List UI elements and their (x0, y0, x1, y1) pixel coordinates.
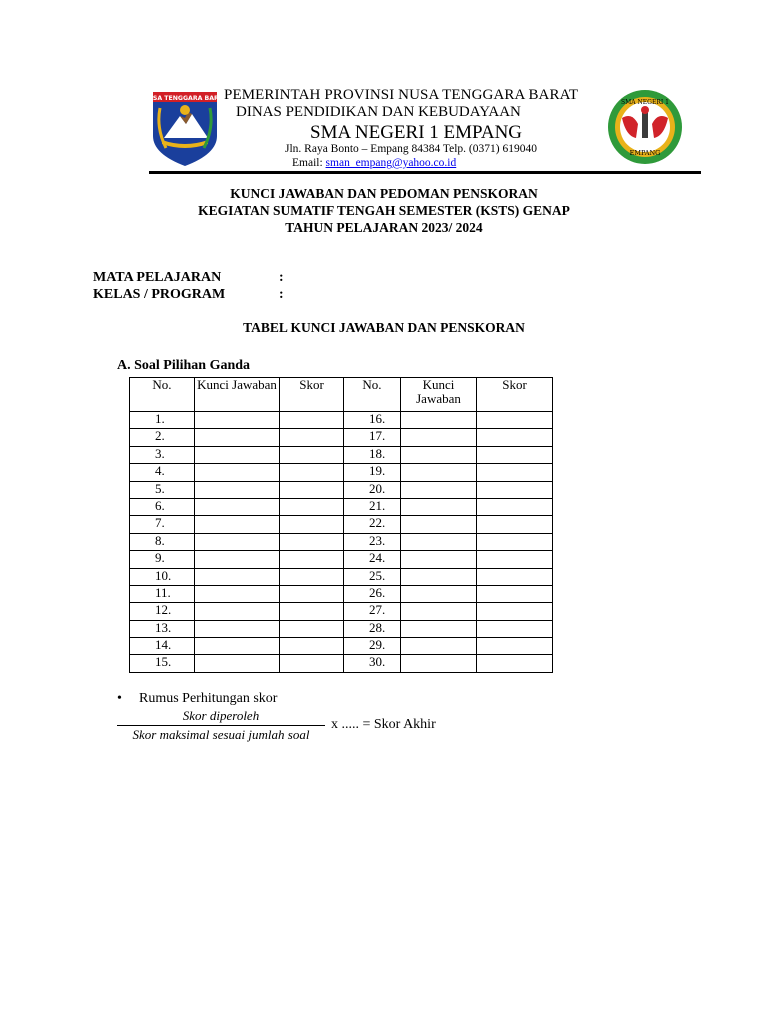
table-row (130, 481, 553, 498)
answer-key-cell[interactable] (195, 568, 280, 585)
score-cell[interactable] (280, 498, 344, 515)
answer-key-cell-2[interactable] (401, 585, 477, 602)
answer-key-table (129, 377, 553, 673)
school-logo (606, 88, 684, 166)
score-cell-2[interactable] (477, 620, 553, 637)
answer-key-cell[interactable] (195, 638, 280, 655)
score-cell[interactable] (280, 516, 344, 533)
document-title-3: TAHUN PELAJARAN 2023/ 2024 (285, 220, 483, 235)
bullet-icon: • (117, 691, 122, 706)
school-logo-bottom-text: EMPANG (629, 149, 661, 157)
school-logo-top-text: SMA NEGERI 1 (621, 99, 669, 106)
answer-key-cell[interactable] (195, 464, 280, 481)
answer-key-cell-2[interactable] (401, 412, 477, 429)
email-link[interactable]: sman_empang@yahoo.co.id (325, 157, 457, 169)
header-score-2: Skor (477, 378, 553, 412)
formula-label: Rumus Perhitungan skor (139, 691, 278, 706)
letterhead-government: PEMERINTAH PROVINSI NUSA TENGGARA BARAT (224, 87, 579, 103)
score-cell-2[interactable] (477, 516, 553, 533)
row-number: 11. (130, 585, 195, 602)
answer-key-cell[interactable] (195, 620, 280, 637)
row-number: 5. (130, 481, 195, 498)
row-number-2: 23. (344, 533, 401, 550)
header-no: No. (130, 378, 195, 412)
formula-denominator: Skor maksimal sesuai jumlah soal (132, 727, 310, 742)
table-row (130, 603, 553, 620)
table-row (130, 638, 553, 655)
score-cell-2[interactable] (477, 429, 553, 446)
table-row (130, 446, 553, 463)
header-no-2: No. (344, 378, 401, 412)
score-cell-2[interactable] (477, 464, 553, 481)
document-title-1: KUNCI JAWABAN DAN PEDOMAN PENSKORAN (230, 186, 538, 201)
table-row (130, 585, 553, 602)
header-score: Skor (280, 378, 344, 412)
row-number: 2. (130, 429, 195, 446)
row-number: 6. (130, 498, 195, 515)
answer-key-cell[interactable] (195, 446, 280, 463)
row-number: 15. (130, 655, 195, 672)
table-title: TABEL KUNCI JAWABAN DAN PENSKORAN (243, 320, 525, 335)
row-number-2: 19. (344, 464, 401, 481)
row-number: 14. (130, 638, 195, 655)
answer-key-cell[interactable] (195, 585, 280, 602)
row-number-2: 25. (344, 568, 401, 585)
score-cell-2[interactable] (477, 533, 553, 550)
table-row (130, 568, 553, 585)
table-row (130, 620, 553, 637)
answer-key-cell-2[interactable] (401, 551, 477, 568)
score-cell-2[interactable] (477, 568, 553, 585)
score-cell[interactable] (280, 412, 344, 429)
answer-key-cell[interactable] (195, 516, 280, 533)
answer-key-cell-2[interactable] (401, 446, 477, 463)
formula-numerator: Skor diperoleh (182, 708, 260, 723)
answer-key-cell-2[interactable] (401, 429, 477, 446)
formula-result: x ..... = Skor Akhir (331, 717, 436, 732)
answer-key-cell-2[interactable] (401, 568, 477, 585)
score-cell[interactable] (280, 655, 344, 672)
score-cell[interactable] (280, 446, 344, 463)
field-subject (93, 270, 284, 286)
row-number-2: 20. (344, 481, 401, 498)
row-number-2: 24. (344, 551, 401, 568)
answer-key-cell-2[interactable] (401, 464, 477, 481)
header-answer-key: Kunci Jawaban (195, 378, 280, 412)
answer-key-cell[interactable] (195, 551, 280, 568)
field-class (93, 287, 284, 303)
score-cell[interactable] (280, 481, 344, 498)
row-number: 1. (130, 412, 195, 429)
row-number-2: 16. (344, 412, 401, 429)
answer-key-cell-2[interactable] (401, 620, 477, 637)
answer-key-cell-2[interactable] (401, 603, 477, 620)
field-subject-label: MATA PELAJARAN (93, 270, 222, 285)
ntb-logo-banner-text: NUSA TENGGARA BARAT (142, 95, 228, 102)
answer-key-cell[interactable] (195, 429, 280, 446)
field-class-colon: : (279, 287, 284, 302)
answer-key-cell-2[interactable] (401, 516, 477, 533)
row-number-2: 22. (344, 516, 401, 533)
answer-key-cell[interactable] (195, 533, 280, 550)
table-row (130, 655, 553, 672)
score-cell[interactable] (280, 603, 344, 620)
score-cell-2[interactable] (477, 446, 553, 463)
field-subject-colon: : (279, 270, 284, 285)
score-cell[interactable] (280, 638, 344, 655)
answer-key-cell-2[interactable] (401, 498, 477, 515)
section-multiple-choice: A. Soal Pilihan Ganda (117, 358, 251, 373)
header-answer-key-2: Kunci Jawaban (401, 378, 477, 412)
answer-key-cell[interactable] (195, 603, 280, 620)
answer-key-cell[interactable] (195, 412, 280, 429)
table-row (130, 498, 553, 515)
document-title-2: KEGIATAN SUMATIF TENGAH SEMESTER (KSTS) GENAP (198, 203, 570, 218)
letterhead-school-name: SMA NEGERI 1 EMPANG (310, 122, 523, 143)
score-cell-2[interactable] (477, 603, 553, 620)
answer-key-cell-2[interactable] (401, 533, 477, 550)
row-number-2: 26. (344, 585, 401, 602)
score-cell-2[interactable] (477, 551, 553, 568)
score-cell[interactable] (280, 429, 344, 446)
row-number: 8. (130, 533, 195, 550)
table-row (130, 516, 553, 533)
row-number-2: 30. (344, 655, 401, 672)
fraction-line (117, 725, 325, 726)
letterhead-divider (149, 171, 701, 174)
score-cell-2[interactable] (477, 655, 553, 672)
answer-key-cell[interactable] (195, 655, 280, 672)
row-number: 10. (130, 568, 195, 585)
ntb-province-logo (142, 88, 228, 168)
field-class-label: KELAS / PROGRAM (93, 287, 226, 302)
email-label: Email: (292, 157, 326, 169)
row-number-2: 18. (344, 446, 401, 463)
score-cell-2[interactable] (477, 585, 553, 602)
row-number-2: 29. (344, 638, 401, 655)
row-number: 3. (130, 446, 195, 463)
score-cell-2[interactable] (477, 412, 553, 429)
table-header-row (130, 378, 553, 412)
score-cell-2[interactable] (477, 481, 553, 498)
row-number: 9. (130, 551, 195, 568)
row-number: 7. (130, 516, 195, 533)
table-row (130, 533, 553, 550)
row-number-2: 17. (344, 429, 401, 446)
score-cell[interactable] (280, 620, 344, 637)
table-row (130, 551, 553, 568)
table-row (130, 464, 553, 481)
letterhead-address: Jln. Raya Bonto – Empang 84384 Telp. (0371) 619040 (285, 143, 537, 155)
score-cell-2[interactable] (477, 498, 553, 515)
letterhead-department: DINAS PENDIDIKAN DAN KEBUDAYAAN (236, 104, 521, 120)
row-number-2: 28. (344, 620, 401, 637)
score-cell[interactable] (280, 464, 344, 481)
score-cell[interactable] (280, 551, 344, 568)
letterhead-email-line (292, 157, 456, 169)
table-row (130, 429, 553, 446)
score-cell[interactable] (280, 585, 344, 602)
score-cell[interactable] (280, 533, 344, 550)
answer-key-cell-2[interactable] (401, 655, 477, 672)
row-number: 4. (130, 464, 195, 481)
answer-key-cell-2[interactable] (401, 638, 477, 655)
answer-key-cell[interactable] (195, 481, 280, 498)
row-number: 13. (130, 620, 195, 637)
answer-key-cell[interactable] (195, 498, 280, 515)
table-row (130, 412, 553, 429)
row-number: 12. (130, 603, 195, 620)
row-number-2: 27. (344, 603, 401, 620)
row-number-2: 21. (344, 498, 401, 515)
score-cell-2[interactable] (477, 638, 553, 655)
score-cell[interactable] (280, 568, 344, 585)
answer-key-cell-2[interactable] (401, 481, 477, 498)
